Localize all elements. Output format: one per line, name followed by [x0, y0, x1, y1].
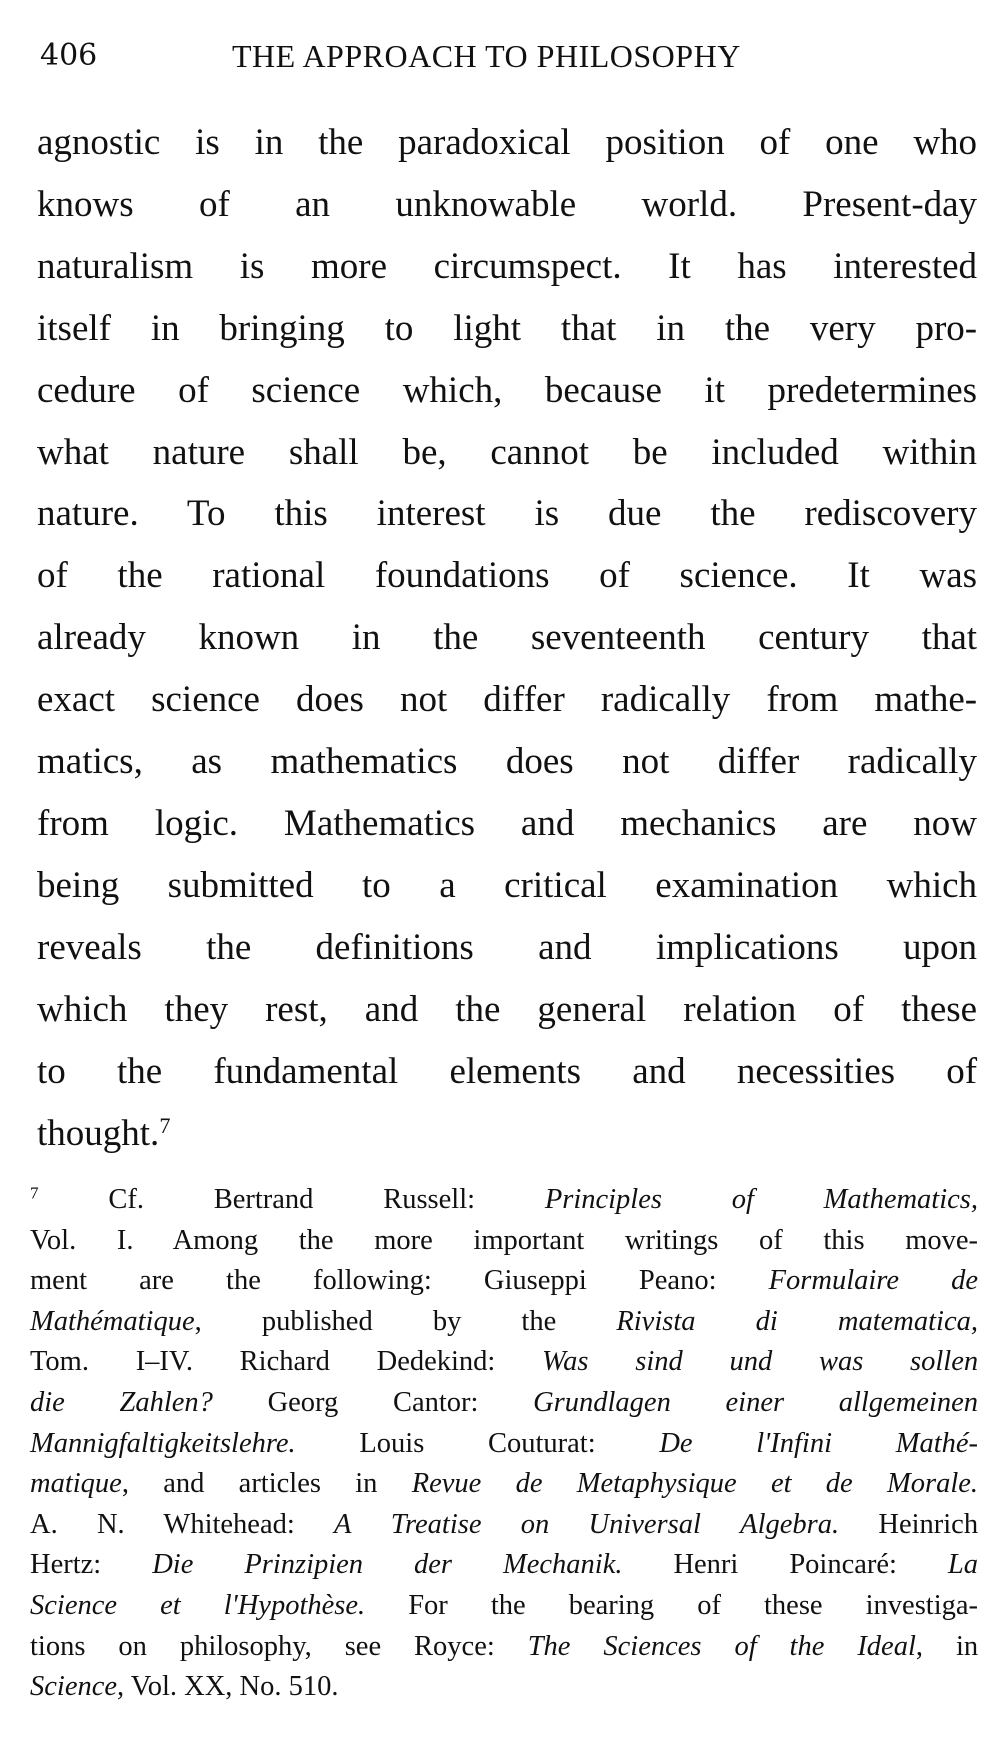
word: Henri: [673, 1549, 739, 1581]
word: one: [825, 122, 879, 163]
word: has: [737, 245, 787, 287]
footnote-line: [30, 1545, 978, 1586]
word: because: [544, 369, 662, 411]
word: the: [455, 988, 501, 1030]
word: science: [251, 369, 361, 411]
italic-title-word: De: [659, 1427, 693, 1459]
footnote-line: [30, 1342, 978, 1383]
word: mechanics: [620, 802, 777, 844]
word: following:: [313, 1265, 432, 1297]
italic-title-word: A: [334, 1508, 352, 1540]
word: Mathematics: [283, 802, 476, 844]
word: be: [632, 431, 668, 473]
word: the: [490, 1589, 526, 1621]
word: an: [295, 183, 331, 225]
word: not: [399, 679, 448, 721]
word: move-: [905, 1224, 979, 1256]
text-line: [37, 360, 977, 422]
italic-title-word: Mathé-: [895, 1427, 979, 1459]
word: of: [198, 183, 230, 225]
word: the: [710, 493, 756, 535]
text-line: [37, 1041, 977, 1103]
word: from: [766, 679, 839, 721]
word: Cantor:: [392, 1386, 479, 1418]
word: Royce:: [414, 1630, 495, 1662]
word: It: [668, 245, 691, 287]
footnote-line: [30, 1221, 978, 1262]
italic-title-word: Formulaire: [768, 1265, 899, 1297]
word: I–IV.: [135, 1346, 193, 1378]
word: science: [151, 679, 260, 721]
word: in: [355, 1468, 378, 1500]
italic-title-word: et: [160, 1589, 181, 1621]
footnote: [30, 1180, 978, 1708]
word: tions: [30, 1630, 86, 1662]
word: these: [764, 1589, 823, 1621]
word: bearing: [568, 1589, 655, 1621]
text-line: [37, 545, 977, 607]
word: the: [298, 1224, 334, 1256]
word: Richard: [239, 1346, 330, 1378]
footnote-line: [30, 1464, 978, 1505]
word: already: [37, 617, 146, 659]
word: be,: [402, 431, 447, 473]
word: of: [833, 988, 865, 1030]
italic-title-word: Sciences: [603, 1630, 702, 1662]
italic-title-word: de: [515, 1468, 543, 1500]
word: rediscovery: [804, 493, 977, 535]
footnote-reference[interactable]: 7: [159, 1112, 171, 1138]
italic-title-word: di: [755, 1305, 778, 1337]
word: seventeenth: [530, 617, 706, 659]
word: to: [384, 307, 414, 349]
text-line: [37, 669, 977, 731]
word: unknowable: [395, 183, 577, 225]
body-text: [37, 112, 977, 1164]
footnote-line: [30, 1302, 978, 1343]
italic-title-word: Universal: [588, 1508, 701, 1540]
text-line: [37, 607, 977, 669]
word: upon: [903, 926, 978, 968]
word: N.: [96, 1508, 125, 1540]
word: published: [261, 1305, 373, 1337]
word: ,: [194, 1305, 202, 1337]
word: to: [362, 864, 391, 906]
word: Heinrich: [878, 1508, 979, 1540]
italic-title-word: Grundlagen: [533, 1386, 671, 1418]
word: due: [608, 493, 662, 535]
word: more: [311, 245, 388, 287]
italic-title-word: Was: [542, 1346, 589, 1378]
word: science.: [679, 555, 798, 597]
text-line: [37, 483, 977, 545]
text-line: [37, 793, 977, 855]
footnote-line: [30, 1586, 978, 1627]
page-number: 406: [40, 38, 98, 73]
italic-title-word: Die: [152, 1549, 194, 1581]
word: examination: [655, 864, 839, 906]
word: and: [163, 1468, 205, 1500]
footnote-line: [30, 1627, 978, 1668]
word: in: [656, 307, 686, 349]
word: which: [37, 988, 128, 1030]
word: It: [847, 555, 870, 597]
word: I.: [116, 1224, 134, 1256]
word: being: [37, 864, 120, 906]
word: pro-: [915, 307, 978, 349]
word: bringing: [219, 307, 345, 349]
word: critical: [504, 864, 607, 906]
word: Vol.: [130, 1671, 177, 1703]
italic-title-word: Principles: [544, 1184, 662, 1215]
italic-title-word: The: [527, 1630, 571, 1662]
word: not: [622, 741, 670, 783]
italic-title-word: Ideal: [857, 1630, 916, 1662]
word: the: [318, 122, 364, 163]
word: To: [186, 493, 226, 535]
text-line: [37, 174, 977, 236]
word: necessities: [736, 1050, 896, 1092]
italic-title-word: was: [818, 1346, 864, 1378]
word: Russell:: [383, 1184, 476, 1215]
word: the: [724, 307, 771, 349]
word: Whitehead:: [163, 1508, 295, 1540]
italic-title-word: die: [30, 1386, 65, 1418]
footnote-line: [30, 1667, 978, 1708]
word: reveals: [37, 926, 142, 968]
word: very: [809, 307, 876, 349]
word: of: [697, 1589, 721, 1621]
word: naturalism: [37, 245, 194, 287]
word: these: [901, 988, 978, 1030]
italic-title-word: matematica,: [837, 1305, 978, 1337]
footnote-line: [30, 1383, 978, 1424]
word: as: [191, 741, 223, 783]
word: in: [955, 1630, 979, 1662]
italic-title-word: der: [414, 1549, 453, 1581]
word: see: [344, 1630, 382, 1662]
word: to: [37, 1050, 66, 1092]
italic-title-word: sollen: [910, 1346, 979, 1378]
word: Tom.: [30, 1346, 89, 1378]
word: the: [226, 1265, 261, 1297]
word: nature: [152, 431, 246, 473]
word: does: [505, 741, 574, 783]
italic-title-word: Treatise: [390, 1508, 482, 1540]
word: XX,: [184, 1671, 233, 1703]
text-line: [37, 979, 977, 1041]
word: rest,: [265, 988, 328, 1030]
word: of: [599, 555, 630, 597]
word: fundamental: [213, 1050, 399, 1092]
word: it: [704, 369, 725, 411]
word: ,: [915, 1630, 923, 1662]
word: philosophy,: [179, 1630, 312, 1662]
italic-title-word: Metaphysique: [576, 1468, 737, 1500]
italic-title-word: Science: [30, 1589, 118, 1621]
word: paradoxical: [398, 122, 571, 163]
word: of: [178, 369, 209, 411]
word: Peano:: [638, 1265, 717, 1297]
word: are: [822, 802, 868, 844]
word: is: [534, 493, 560, 535]
word: are: [139, 1265, 174, 1297]
word: matics,: [37, 741, 143, 783]
word: For: [408, 1589, 448, 1621]
italic-title-word: allgemeinen: [838, 1386, 979, 1418]
word: general: [537, 988, 647, 1030]
word: century: [758, 617, 870, 659]
word: and: [364, 988, 419, 1030]
word: ,: [121, 1468, 129, 1500]
word: the: [521, 1305, 557, 1337]
text-line: [37, 1103, 977, 1165]
word: this: [823, 1224, 865, 1256]
italic-title-word: et: [770, 1468, 792, 1500]
word: Georg: [267, 1386, 339, 1418]
word: which,: [402, 369, 503, 411]
word: circumspect.: [433, 245, 622, 287]
word: the: [116, 1050, 163, 1092]
word: Bertrand: [213, 1184, 314, 1215]
word: itself: [37, 307, 111, 349]
word: light: [453, 307, 522, 349]
footnote-number: 7: [30, 1183, 39, 1203]
word: predetermines: [767, 369, 978, 411]
word: in: [150, 307, 180, 349]
word: Vol.: [30, 1224, 77, 1256]
word: Louis: [359, 1427, 425, 1459]
word: by: [432, 1305, 462, 1337]
word: that: [921, 617, 978, 659]
word: interest: [376, 493, 486, 535]
word: and: [520, 802, 575, 844]
word: relation: [683, 988, 797, 1030]
word: Present-day: [802, 183, 978, 225]
italic-title-word: Prinzipien: [244, 1549, 364, 1581]
word: that: [560, 307, 617, 349]
word: differ: [717, 741, 800, 783]
italic-title-word: the: [789, 1630, 825, 1662]
italic-title-word: Mannigfaltigkeitslehre.: [30, 1427, 296, 1459]
word: interested: [833, 245, 978, 287]
word: 510.: [288, 1671, 339, 1703]
word: the: [433, 617, 479, 659]
word: elements: [449, 1050, 581, 1092]
italic-title-word: matique: [30, 1468, 122, 1500]
word: A.: [30, 1508, 58, 1540]
text-line: [37, 917, 977, 979]
word: and: [632, 1050, 686, 1092]
word: submitted: [167, 864, 314, 906]
word: mathematics: [270, 741, 458, 783]
word: which: [886, 864, 978, 906]
word: exact: [37, 679, 116, 721]
word: Giuseppi: [483, 1265, 587, 1297]
word: Among: [172, 1224, 259, 1256]
word: they: [164, 988, 229, 1030]
word: ment: [30, 1265, 87, 1297]
word: included: [711, 431, 839, 473]
word: ,: [117, 1671, 125, 1703]
italic-title-word: of: [734, 1630, 757, 1662]
word: radically: [600, 679, 731, 721]
italic-title-word: La: [947, 1549, 979, 1581]
word: foundations: [374, 555, 550, 597]
running-title: THE APPROACH TO PHILOSOPHY: [232, 38, 741, 74]
text-line: [37, 236, 977, 298]
word: rational: [212, 555, 326, 597]
word: definitions: [315, 926, 474, 968]
word: of: [758, 1224, 783, 1256]
word: cedure: [37, 369, 136, 411]
word: Dedekind:: [376, 1346, 496, 1378]
italic-title-word: Revue: [411, 1468, 482, 1500]
word: within: [882, 431, 978, 473]
italic-title-word: einer: [725, 1386, 785, 1418]
word: knows: [37, 183, 134, 225]
word: is: [195, 122, 220, 163]
italic-title-word: Zahlen?: [119, 1386, 213, 1418]
word: agnostic: [37, 122, 161, 163]
word: in: [351, 617, 381, 659]
word: cannot: [490, 431, 589, 473]
word: of: [37, 555, 68, 597]
word: this: [274, 493, 328, 535]
italic-title-word: sind: [635, 1346, 683, 1378]
word: now: [913, 802, 978, 844]
word: Couturat:: [487, 1427, 596, 1459]
footnote-line: [30, 1180, 978, 1221]
word: logic.: [154, 802, 239, 844]
word: from: [37, 802, 109, 844]
italic-title-word: Morale.: [886, 1468, 979, 1500]
word: mathe-: [874, 679, 978, 721]
word: writings: [624, 1224, 719, 1256]
word: does: [296, 679, 364, 721]
text-line: [37, 855, 977, 917]
italic-title-word: on: [520, 1508, 550, 1540]
italic-title-word: Algebra.: [740, 1508, 840, 1540]
word: of: [759, 122, 791, 163]
word: Cf.: [108, 1184, 144, 1215]
word: on: [118, 1630, 147, 1662]
word: Poincaré:: [789, 1549, 897, 1581]
italic-title-word: Mechanik.: [503, 1549, 623, 1581]
word: world.: [641, 183, 738, 225]
word: position: [605, 122, 725, 163]
word: of: [946, 1050, 978, 1092]
word: in: [254, 122, 284, 163]
italic-title-word: Science: [30, 1671, 118, 1703]
word: more: [374, 1224, 433, 1256]
word: who: [913, 122, 978, 163]
italic-title-word: und: [729, 1346, 773, 1378]
word: the: [206, 926, 252, 968]
word: thought.: [37, 1112, 160, 1154]
word: important: [473, 1224, 585, 1256]
italic-title-word: Mathématique: [30, 1305, 195, 1337]
italic-title-word: de: [951, 1265, 979, 1297]
word: known: [198, 617, 300, 659]
word: radically: [847, 741, 978, 783]
footnote-line: [30, 1261, 978, 1302]
italic-title-word: l'Hypothèse.: [223, 1589, 366, 1621]
italic-title-word: Mathematics,: [823, 1184, 979, 1215]
italic-title-word: l'Infini: [756, 1427, 833, 1459]
word: implications: [655, 926, 839, 968]
word: and: [538, 926, 592, 968]
text-line: [37, 731, 977, 793]
word: investiga-: [865, 1589, 979, 1621]
word: the: [117, 555, 163, 597]
word: is: [239, 245, 265, 287]
word: No.: [239, 1671, 282, 1703]
word: nature.: [37, 493, 139, 535]
word: a: [439, 864, 456, 906]
italic-title-word: Rivista: [616, 1305, 696, 1337]
text-line: [37, 298, 977, 360]
italic-title-word: of: [731, 1184, 754, 1215]
word: articles: [238, 1468, 321, 1500]
word: what: [37, 431, 109, 473]
footnote-line: [30, 1424, 978, 1465]
text-line: [37, 112, 977, 174]
word: differ: [483, 679, 565, 721]
word: was: [919, 555, 978, 597]
footnote-line: [30, 1505, 978, 1546]
word: Hertz:: [30, 1549, 102, 1581]
text-line: [37, 422, 977, 484]
italic-title-word: de: [825, 1468, 853, 1500]
word: shall: [288, 431, 359, 473]
